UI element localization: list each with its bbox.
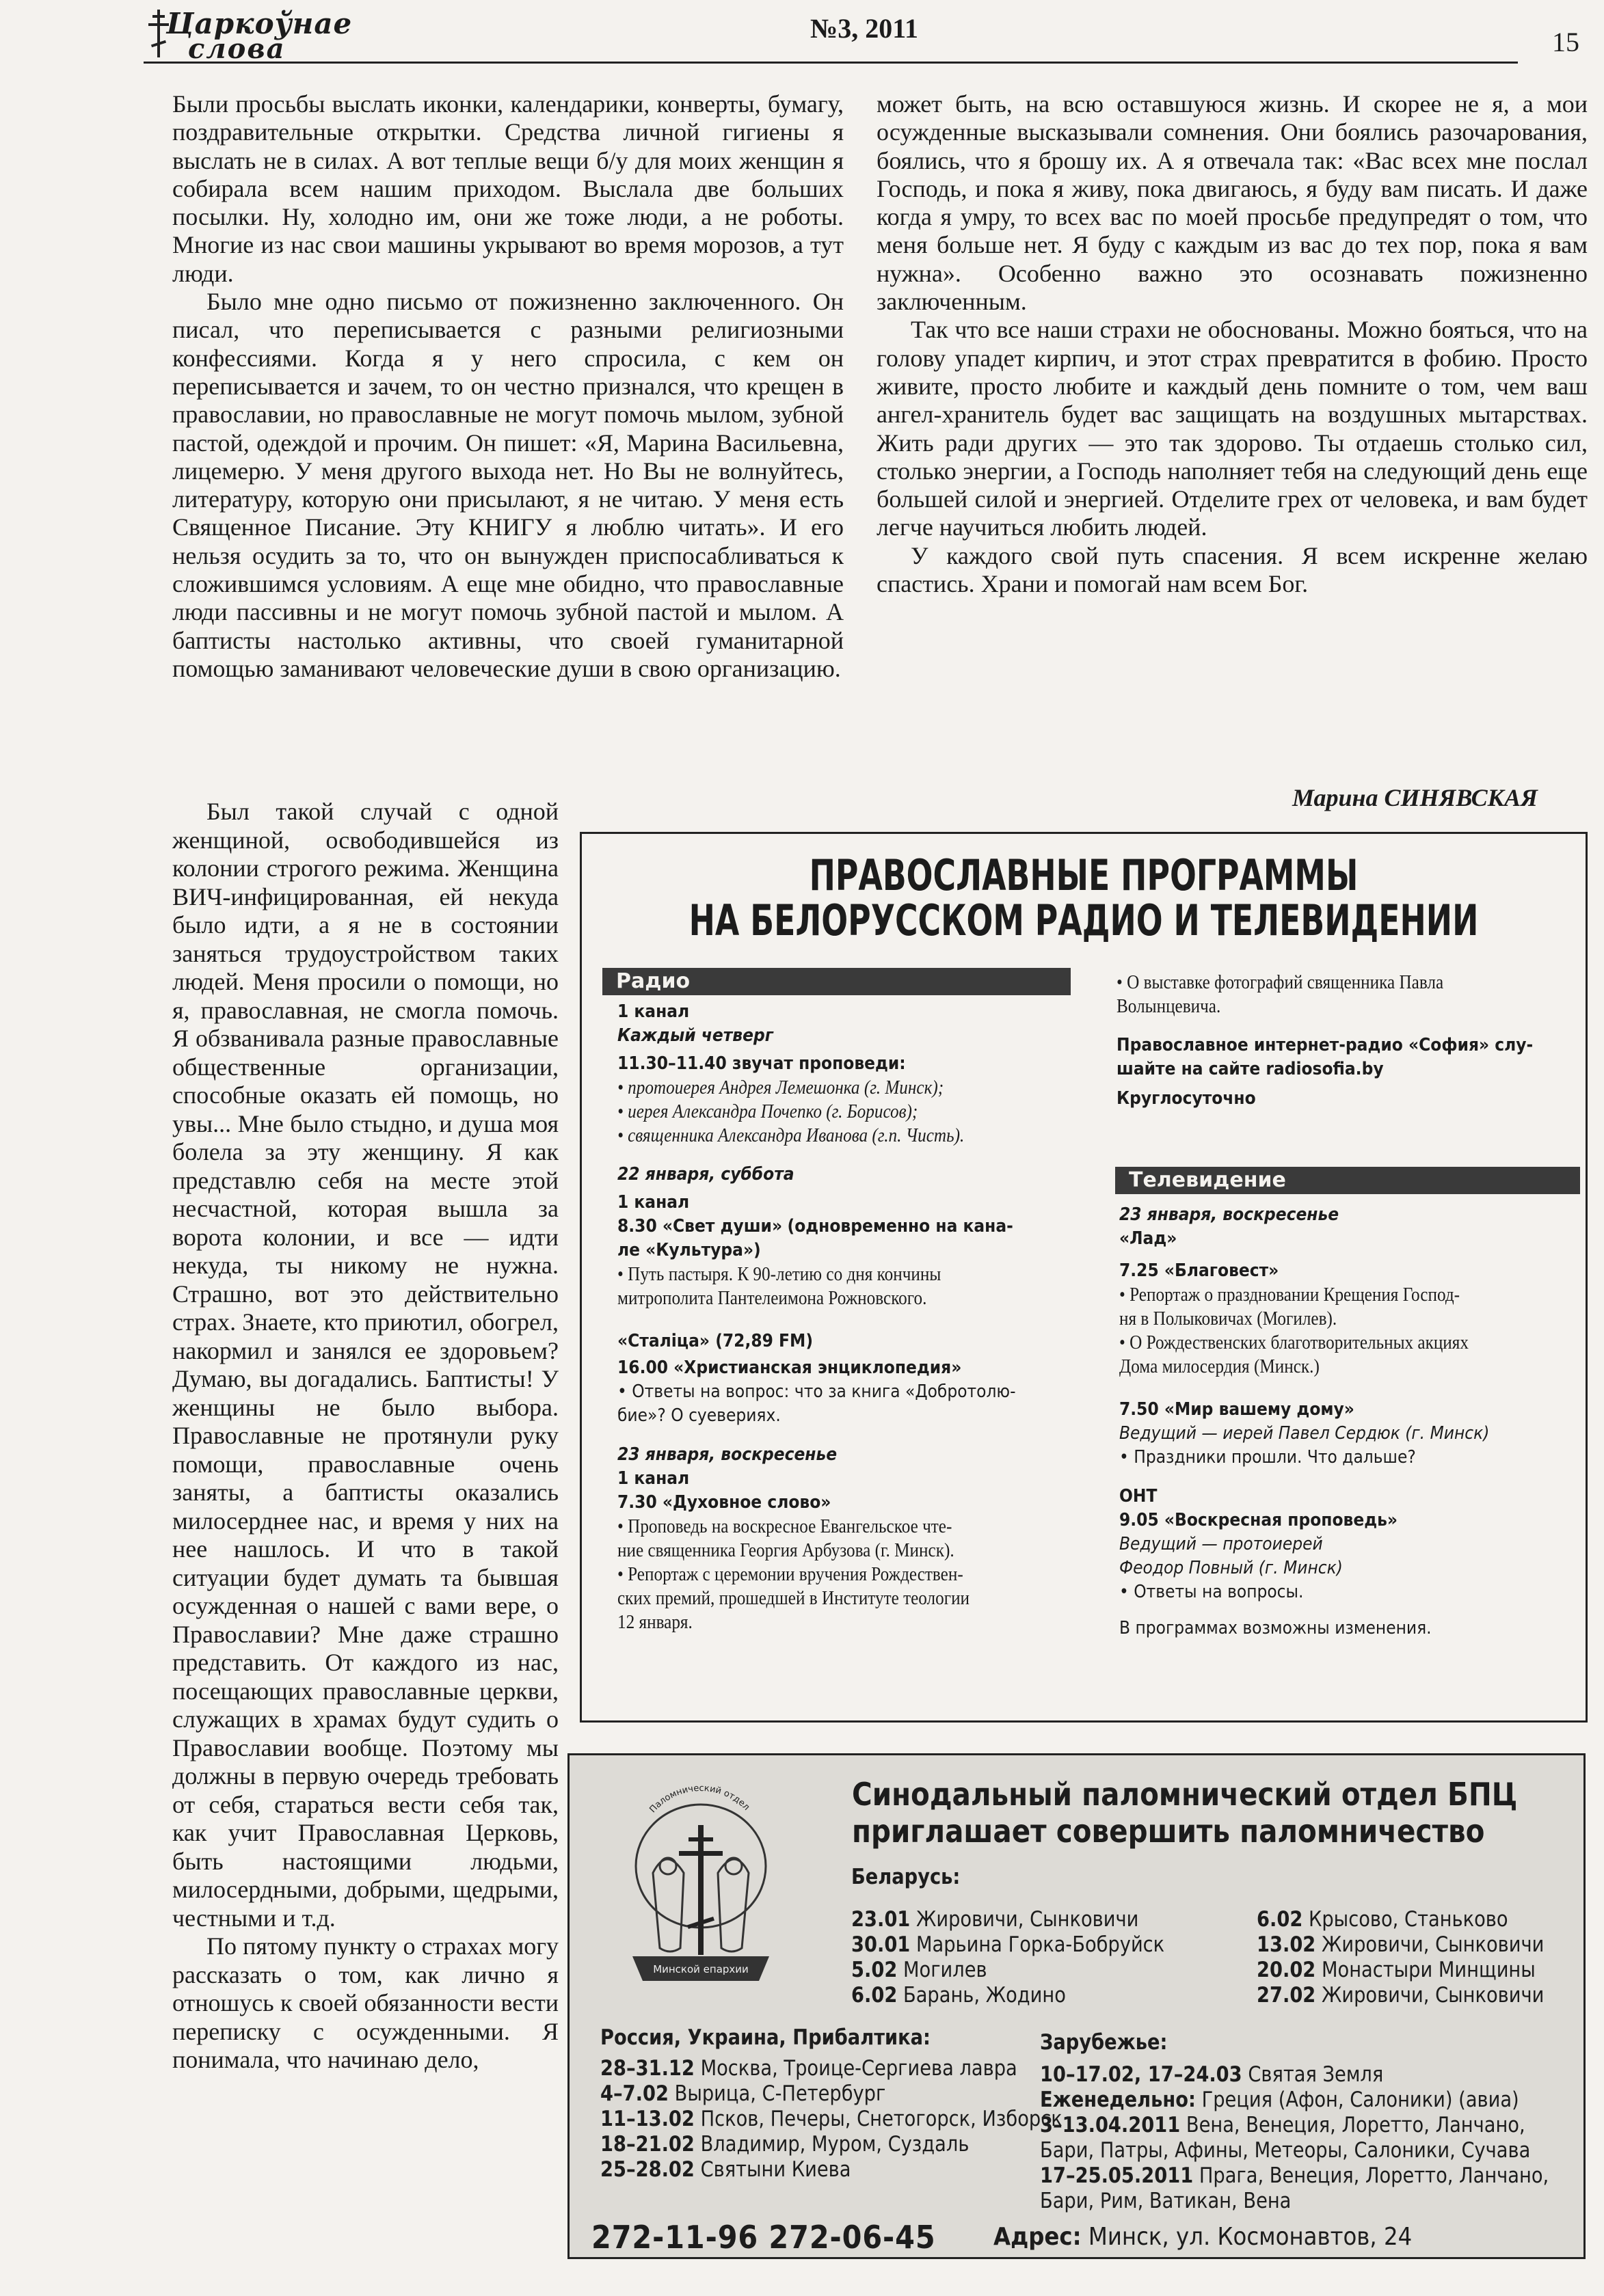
trip-item — [851, 1983, 1164, 2008]
programs-title — [672, 850, 1495, 945]
article-paragraph: Был такой случай с одной женщиной, освободившейся из колонии строгого режима. Женщина ВИЧ-инфицированная, ей некуда было идти, а я не в состоянии заняться трудоустройством таких людей. Меня просили о помощи, но я, православная, не смогла помочь. Я обзванивала разные православные общественные организации, способные оказать ей помощь, но увы... Мне было стыдно, и душа моя болела за эту женщину. Я как представлю себя на месте этой несчастной, которая вышла за ворота колонии, и все — идти некуда, ты никому не нужна. Страшно, вот это действительно страх. Знаете, кто приютил, обогрел, накормил и занялся ее здоровьем? Думаю, вы догадались. Баптисты! У женщины не было выбора. Православные не протянули руку помощи, православные очень заняты, а баптисты оказались милосерднее нас, и время у них на нее нашлось. И что в такой ситуации будет думать та бывшая осужденная о нашей с вами вере, о Православии? Мне даже страшно представить. От каждого из нас, посещающих православные церкви, служащих в храмах будут судить о Православии вообще. Поэтому мы должны в первую очередь требовать от себя, стараться вести себя так, как учит Православная Церковь, быть настоящими людьми, милосердными, добрыми, щедрыми, честными и т.д. — [172, 798, 559, 1932]
trip-item — [851, 1907, 1164, 1932]
pilgrimage-title-line-2: приглашает совершить паломничество — [852, 1813, 1485, 1850]
trip-place: Москва, Троице-Сергиева лавра — [700, 2056, 1017, 2081]
trip-item — [600, 2056, 1062, 2081]
trip-date: Еженедельно: — [1040, 2088, 1196, 2112]
trip-place: Вена, Венеция, Лоретто, Ланчано, — [1186, 2113, 1525, 2137]
list-item: Волынцевича. — [1117, 996, 1221, 1017]
trip-place: Монастыри Минщины — [1321, 1958, 1536, 1982]
trip-place: Марьина Горка-Бобруйск — [915, 1932, 1165, 1957]
trip-item — [1040, 2062, 1549, 2088]
trip-date: 6.02 — [851, 1983, 898, 2008]
channel-label: 1 канал — [617, 1192, 690, 1213]
trip-item — [1040, 2088, 1549, 2113]
list-item: • Репортаж с церемонии вручения Рождествен- — [617, 1564, 963, 1585]
trip-place: Вырица, С-Петербург — [674, 2081, 886, 2106]
list-item: ских премий, прошедшей в Институте теологии — [617, 1588, 970, 1609]
programs-box — [580, 832, 1588, 1723]
trip-item — [1040, 2189, 1549, 2214]
programs-title-line-2: НА БЕЛОРУССКОМ РАДИО И ТЕЛЕВИДЕНИИ — [689, 895, 1479, 945]
schedule-day: 22 января, суббота — [617, 1164, 794, 1185]
article-paragraph: может быть, на всю оставшуюся жизнь. И скорее не я, а мои осужденные высказывали сомнения. Они боялись разочарования, боялись, что я брошу их. А я отвечала так: «Вас всех мне послал Господь, и пока я живу, пока двигаюсь, я буду вам писать. И даже когда я умру, то всех вас по моей просьбе предупредят о том, что меня больше нет. Я буду с каждым из вас до тех пор, пока я вам нужна». Особенно важно это осознавать пожизненно заключенным. — [877, 90, 1588, 316]
article-narrow-column — [172, 798, 559, 2075]
trip-date: 11–13.02 — [600, 2107, 695, 2131]
logo-text-bottom: Минской епархии — [653, 1963, 749, 1975]
list-item: • О выставке фотографий священника Павла — [1117, 972, 1444, 993]
article-right-column — [877, 90, 1588, 598]
trip-place: Крысово, Станьково — [1308, 1907, 1508, 1932]
list-item: • О Рождественских благотворительных акциях — [1119, 1332, 1469, 1353]
show-title: 7.25 «Благовест» — [1119, 1260, 1279, 1281]
list-item: • Праздники прошли. Что дальше? — [1119, 1447, 1416, 1468]
abroad-heading: Зарубежье: — [1040, 2030, 1168, 2055]
pilgrimage-logo-icon — [612, 1777, 790, 1982]
channel-label: 1 канал — [617, 1001, 690, 1022]
trip-date: 17–25.05.2011 — [1040, 2163, 1194, 2188]
article-paragraph: У каждого свой путь спасения. Я всем искренне желаю спастись. Храни и помогай нам всем Бог. — [877, 541, 1588, 598]
trip-date: 23.01 — [851, 1907, 911, 1932]
trip-place: Жировичи, Сынковичи — [1321, 1983, 1545, 2008]
address-value: Минск, ул. Космонавтов, 24 — [1088, 2223, 1413, 2251]
article-paragraph: Были просьбы выслать иконки, календарики, конверты, бумагу, поздравительные открытки. Средства личной гигиены я выслать не в силах. А вот теплые вещи б/у для моих женщин я собирала всем нашим приходом. Выслала две больших посылки. Ну, холодно им, они же тоже люди, а не роботы. Многие из нас свои машины укрывают во время морозов, а тут люди. — [172, 90, 844, 287]
address-label: Адрес: — [993, 2223, 1082, 2251]
list-item: 12 января. — [617, 1612, 693, 1633]
show-title: 16.00 «Христианская энциклопедия» — [617, 1358, 962, 1378]
belarus-heading: Беларусь: — [851, 1865, 961, 1889]
list-item: • священника Александра Иванова (г.п. Чисть). — [617, 1125, 965, 1146]
show-title: 7.50 «Мир вашему дому» — [1119, 1399, 1354, 1420]
radio-heading: Радио — [602, 968, 1071, 995]
belarus-trips-left — [851, 1907, 1164, 2008]
trip-place: Псков, Печеры, Снетогорск, Изборск — [700, 2107, 1062, 2131]
russia-heading: Россия, Украина, Прибалтика: — [600, 2025, 931, 2050]
pilgrimage-box — [567, 1753, 1586, 2259]
schedule-day: 23 января, воскресенье — [617, 1444, 838, 1465]
show-title: 7.30 «Духовное слово» — [617, 1492, 831, 1513]
trip-place: Жировичи, Сынковичи — [915, 1907, 1139, 1932]
abroad-trips — [1040, 2062, 1549, 2214]
svg-text:Паломнический отдел — [647, 1783, 751, 1815]
trip-item — [600, 2132, 1062, 2157]
pilgrimage-title — [852, 1776, 1517, 1850]
trip-date: 30.01 — [851, 1932, 911, 1957]
programs-title-line-1: ПРАВОСЛАВНЫЕ ПРОГРАММЫ — [809, 850, 1359, 900]
show-note: (одновременно на кана- — [787, 1216, 1013, 1237]
trip-item — [1040, 2113, 1549, 2138]
trip-item — [851, 1958, 1164, 1983]
logo-text-top: Паломнический отдел — [647, 1783, 752, 1815]
trip-date: 28–31.12 — [600, 2056, 695, 2081]
trip-place: Бари, Патры, Афины, Метеоры, Салоники, Сучава — [1040, 2138, 1531, 2163]
trip-item — [1040, 2138, 1549, 2163]
pilgrimage-title-line-1: Синодальный паломнический отдел БПЦ — [852, 1776, 1518, 1813]
list-item: • Путь пастыря. К 90-летию со дня кончины — [617, 1264, 941, 1285]
list-item: ня в Полыковичах (Могилев). — [1119, 1308, 1337, 1329]
russia-trips — [600, 2056, 1062, 2183]
trip-date: 25–28.02 — [600, 2157, 695, 2182]
article-paragraph: По пятому пункту о страхах могу рассказать о том, как лично я отношусь к своей обязанности вести переписку с осужденными. Я понимала, что начинаю дело, — [172, 1932, 559, 2073]
show-title: 11.30–11.40 звучат проповеди: — [617, 1053, 906, 1074]
tv-heading: Телевидение — [1115, 1167, 1580, 1194]
header-rule — [144, 62, 1518, 64]
issue-number: №3, 2011 — [810, 13, 918, 44]
show-host: Ведущий — иерей Павел Сердюк (г. Минск) — [1119, 1423, 1490, 1444]
sofia-radio-hours: Круглосуточно — [1117, 1088, 1256, 1109]
trip-place: Барань, Жодино — [903, 1983, 1066, 2008]
list-item: • Ответы на вопрос: что за книга «Добротолю- — [617, 1381, 1016, 1402]
show-host: Феодор Повный (г. Минск) — [1119, 1558, 1343, 1578]
trip-place: Бари, Рим, Ватикан, Вена — [1040, 2189, 1292, 2213]
list-item: • протоиерея Андрея Лемешонка (г. Минск); — [617, 1077, 944, 1098]
trip-item — [1257, 1907, 1544, 1932]
trip-item — [1257, 1958, 1544, 1983]
article-paragraph: Было мне одно письмо от пожизненно заключенного. Он писал, что переписывается с разными религиозными конфессиями. Когда я у него спросила, с кем он переписывается и зачем, то он честно признался, что крещен в православии, но православные не могут помочь мылом, зубной пастой, одеждой и прочим. Он пишет: «Я, Марина Васильевна, лицемерю. У меня другого выхода нет. Но Вы не волнуйтесь, литературу, которую они присылают, я не читаю. У меня есть Священное Писание. Эту КНИГУ я люблю читать». И его нельзя осудить за то, что он вынужден приспосабливаться к сложившимся условиям. А еще мне обидно, что православные люди пассивны и не могут помочь зубной пастой и мылом. А баптисты настолько активны, что своей гуманитарной помощью заманивают человеческие души в свою организацию. — [172, 288, 844, 682]
schedule-disclaimer: В программах возможны изменения. — [1119, 1618, 1432, 1638]
trip-date: 27.02 — [1257, 1983, 1316, 2008]
trip-date: 5.02 — [851, 1958, 898, 1982]
list-item: бие»? О суевериях. — [617, 1405, 781, 1426]
trip-place: Греция (Афон, Салоники) (авиа) — [1201, 2088, 1519, 2112]
trip-date: 13.02 — [1257, 1932, 1316, 1957]
trip-place: Святыни Киева — [700, 2157, 851, 2182]
trip-place: Прага, Венеция, Лоретто, Ланчано, — [1199, 2163, 1549, 2188]
trip-date: 4–7.02 — [600, 2081, 669, 2106]
trip-date: 20.02 — [1257, 1958, 1316, 1982]
trip-date: 6.02 — [1257, 1907, 1303, 1932]
trip-item — [851, 1932, 1164, 1958]
list-item: • Репортаж о праздновании Крещения Господ- — [1119, 1284, 1460, 1306]
article-paragraph: Так что все наши страхи не обоснованы. Можно бояться, что на голову упадет кирпич, и этот страх превратится в фобию. Просто живите, просто любите и каждый день помните о том, чем ваш ангел-хранитель будет вас защищать на воздушных мытарствах. Жить ради других — это так здорово. Ты отдаешь столько сил, столько энергии, а Господь наполняет тебя на следующий день еще большей силой и энергией. Отделите грех от человека, и вам будет легче научиться любить людей. — [877, 316, 1588, 541]
radio-schedule — [617, 1000, 1016, 1634]
list-item: • Проповедь на воскресное Евангельское чте- — [617, 1516, 952, 1537]
trip-place: Святая Земля — [1248, 2062, 1384, 2087]
trip-item — [1257, 1983, 1544, 2008]
schedule-day: Каждый четверг — [617, 1025, 773, 1046]
masthead-logo — [147, 5, 353, 65]
trip-item — [600, 2081, 1062, 2107]
contact-address — [993, 2223, 1412, 2251]
article-signature: Марина СИНЯВСКАЯ — [1292, 784, 1538, 811]
channel-label: ОНТ — [1119, 1486, 1158, 1507]
trip-date: 3–13.04.2011 — [1040, 2113, 1181, 2137]
trip-item — [600, 2107, 1062, 2132]
trip-place: Владимир, Муром, Суздаль — [700, 2132, 970, 2157]
show-title: 9.05 «Воскресная проповедь» — [1119, 1510, 1398, 1530]
trip-item — [1040, 2163, 1549, 2189]
sofia-radio-link: шайте на сайте radiosofia.by — [1117, 1059, 1384, 1079]
tv-schedule — [1119, 1203, 1489, 1640]
list-item: митрополита Пантелеимона Рожновского. — [617, 1288, 927, 1309]
masthead-line-1: Царкоўнае — [166, 7, 353, 40]
channel-label: «Лад» — [1119, 1228, 1177, 1249]
list-item: Дома милосердия (Минск.) — [1119, 1356, 1320, 1377]
list-item: • Ответы на вопросы. — [1119, 1582, 1304, 1602]
radio-schedule-cont — [1117, 971, 1533, 1111]
schedule-day: 23 января, воскресенье — [1119, 1204, 1339, 1225]
show-host: Ведущий — протоиерей — [1119, 1534, 1323, 1554]
show-note: ле «Культура») — [617, 1240, 761, 1260]
trip-date: 10–17.02, 17–24.03 — [1040, 2062, 1242, 2087]
trip-item — [600, 2157, 1062, 2183]
masthead-line-2: слова — [188, 33, 286, 65]
belarus-trips-right — [1257, 1907, 1544, 2008]
channel-label: 1 канал — [617, 1468, 690, 1489]
show-title: 8.30 «Свет души» — [617, 1216, 783, 1237]
contact-phones: 272-11-96 272-06-45 — [591, 2219, 936, 2256]
list-item: ние священника Георгия Арбузова (г. Минск). — [617, 1540, 954, 1561]
trip-date: 18–21.02 — [600, 2132, 695, 2157]
list-item: • иерея Александра Почепко (г. Борисов); — [617, 1101, 918, 1122]
article-left-column — [172, 90, 844, 683]
trip-place: Могилев — [903, 1958, 987, 1982]
sofia-radio-text: Православное интернет-радио «София» слу- — [1117, 1035, 1534, 1055]
page-number: 15 — [1552, 27, 1579, 57]
channel-label: «Сталіца» (72,89 FM) — [617, 1331, 814, 1351]
trip-place: Жировичи, Сынковичи — [1321, 1932, 1545, 1957]
trip-item — [1257, 1932, 1544, 1958]
